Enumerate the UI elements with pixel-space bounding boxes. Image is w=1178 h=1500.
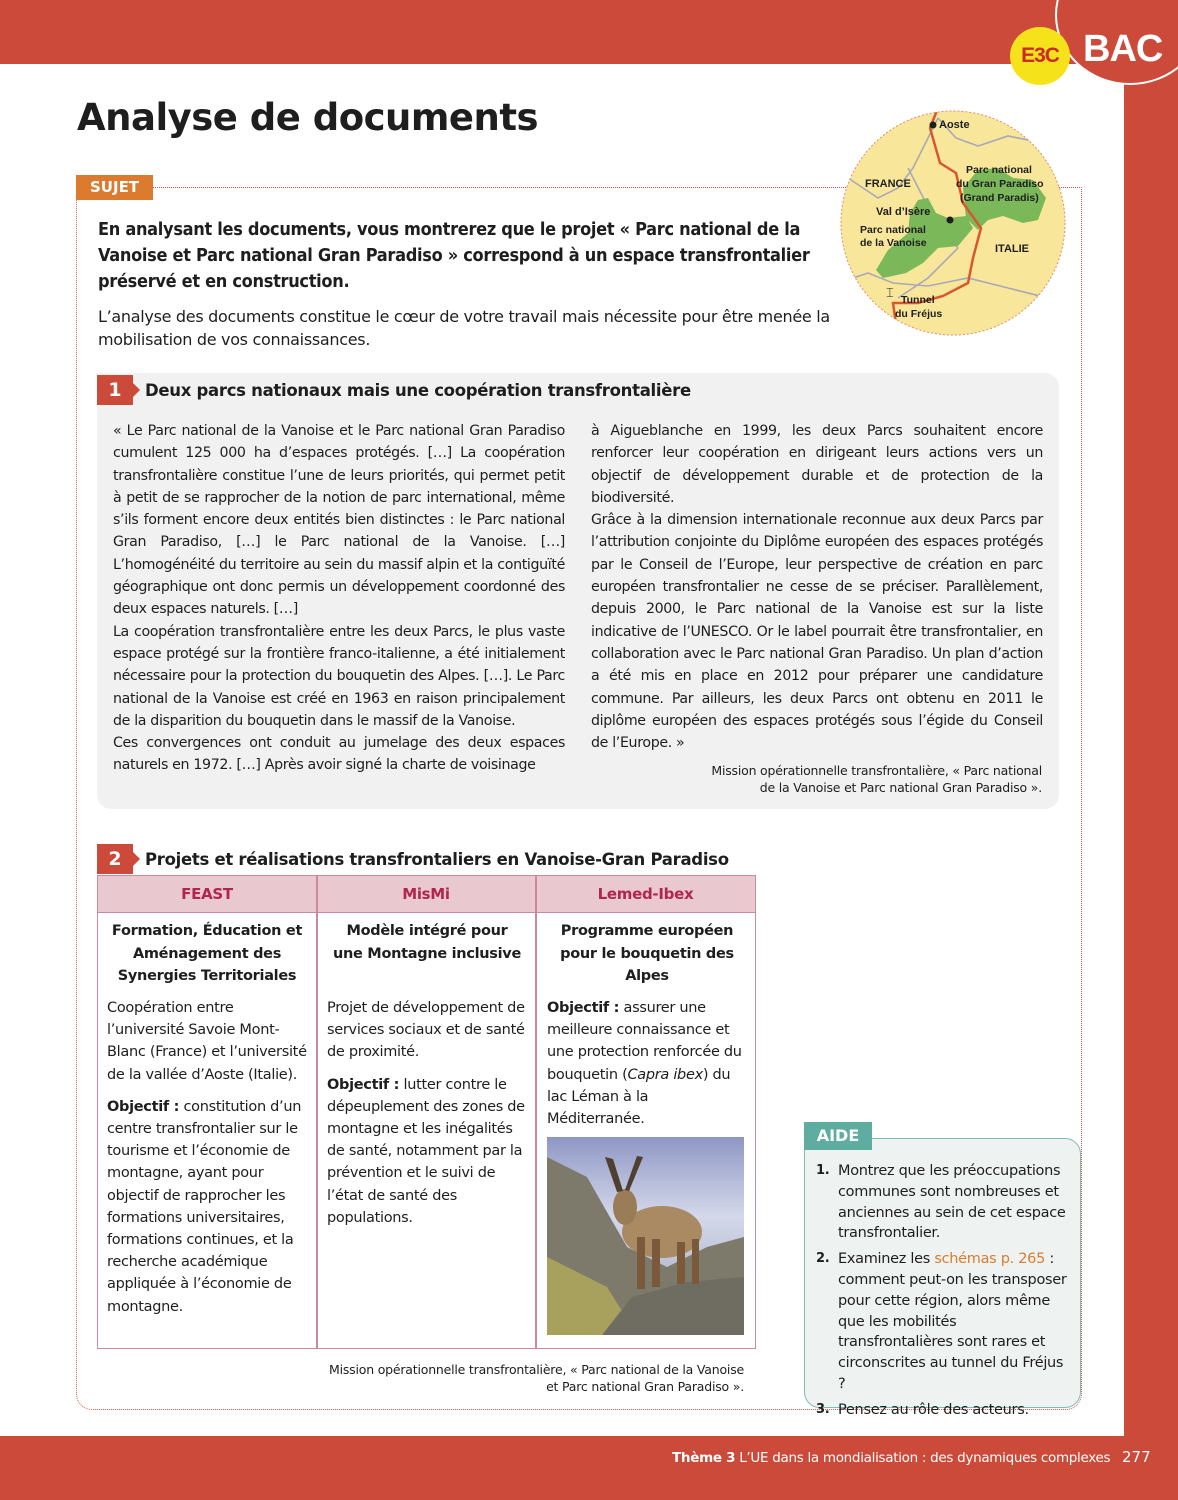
aide-item-number: 1. bbox=[816, 1163, 830, 1178]
map-label-tunnel-2: du Fréjus bbox=[895, 308, 943, 320]
document-2-source bbox=[280, 1361, 744, 1395]
document-1-paragraph: La coopération transfrontalière entre les deux Parcs, le plus vaste espace protégé sur la frontière franco-italienne, a été initialement nécessaire pour la protection du bouquetin des Alpes. […]. Le Parc national de la Vanoise est créé en 1963 en raison principalement de la disparition du bouquetin dans le massif de la Vanoise. bbox=[113, 623, 565, 729]
locator-map bbox=[838, 108, 1068, 338]
species-name: Capra ibex bbox=[627, 1066, 703, 1083]
mismi-objective bbox=[327, 1074, 527, 1229]
lemed-ibex-objective bbox=[547, 997, 747, 1130]
document-1-paragraph: Ces convergences ont conduit au jumelage des deux espaces naturels en 1972. […] Après avoir signé la charte de voisinage bbox=[113, 735, 565, 774]
lemed-ibex-subtitle: Programme européen pour le bouquetin des Alpes bbox=[560, 923, 734, 984]
objective-label: Objectif : bbox=[327, 1076, 400, 1093]
document-2-number: 2 bbox=[97, 844, 133, 874]
lemed-ibex-cell bbox=[547, 997, 747, 1140]
feast-objective bbox=[107, 1096, 312, 1318]
mismi-subtitle: Modèle intégré pour une Montagne inclusive bbox=[332, 923, 521, 962]
document-1-paragraph: à Aigueblanche en 1999, les deux Parcs souhaitent encore renforcer leur coopération en dirigeant leurs actions vers un objectif de développement durable et de protection de la biodiversité. bbox=[591, 423, 1043, 506]
map-label-aoste: Aoste bbox=[939, 119, 970, 131]
sujet-question: En analysant les documents, vous montrerez que le projet « Parc national de la Vanoise et Parc national Gran Paradiso » correspond à un espace transfrontalier préservé et en construction. bbox=[98, 219, 810, 292]
aide-item-number: 3. bbox=[816, 1401, 830, 1417]
document-1-paragraph: « Le Parc national de la Vanoise et le Parc national Gran Paradiso cumulent 125 000 ha d’espaces protégés. […] La coopération transfrontalière constitue l’une de leurs priorités, qui permet petit à petit de se rapprocher de la notion de parc international, même s’ils forment encore deux entités bien distinctes : le Parc national Gran Paradiso, […] le Parc national de la Vanoise. […] L’homogénéité du territoire au sein du massif alpin et la contiguïté géographique ont donc permis un développement coordonné des deux espaces naturels. […] bbox=[113, 423, 565, 618]
map-label-vanoise: Parc national bbox=[860, 224, 926, 236]
top-band bbox=[0, 0, 1178, 64]
objective-label: Objectif : bbox=[107, 1098, 180, 1115]
aide-item-text: Pensez au rôle des acteurs. bbox=[838, 1401, 1029, 1418]
footer-theme-label: Thème 3 bbox=[672, 1450, 736, 1466]
aide-item bbox=[816, 1249, 1074, 1395]
map-label-tunnel: Tunnel bbox=[901, 294, 935, 306]
column-header-lemed-ibex: Lemed-Ibex bbox=[597, 885, 694, 903]
document-2-title: Projets et réalisations transfrontaliers en Vanoise-Gran Paradiso bbox=[145, 850, 729, 869]
document-1-title: Deux parcs nationaux mais une coopération transfrontalière bbox=[145, 381, 691, 400]
column-header-mismi: MisMi bbox=[402, 885, 450, 903]
map-label-gran-paradiso-2: du Gran Paradiso bbox=[956, 178, 1044, 190]
map-label-italie: ITALIE bbox=[995, 243, 1030, 255]
map-label-gran-paradiso: Parc national bbox=[966, 164, 1032, 176]
document-1-column-1 bbox=[113, 420, 565, 777]
sujet-intro: L’analyse des documents constitue le cœur de votre travail mais nécessite pour être menée la mobilisation de vos connaissances. bbox=[98, 307, 830, 349]
objective-text: constitution d’un centre transfrontalier sur le tourisme et l’économie de montagne, ayant pour objectif de rapprocher les formations universitaires, formations continues, et la recherche académique appliquée à l’économie de montagne. bbox=[107, 1098, 302, 1315]
source-line: Mission opérationnelle transfrontalière, « Parc national de la Vanoise bbox=[329, 1362, 744, 1377]
source-line: Mission opérationnelle transfrontalière, « Parc national bbox=[711, 763, 1042, 778]
right-band bbox=[1124, 0, 1178, 1500]
aide-tag: AIDE bbox=[804, 1122, 872, 1150]
aide-item-text: Montrez que les préoccupations communes sont nombreuses et anciennes au sein de cet espace transfrontalier. bbox=[838, 1163, 1066, 1242]
feast-subtitle: Formation, Éducation et Aménagement des Synergies Territoriales bbox=[111, 923, 303, 984]
aoste-dot bbox=[930, 122, 937, 129]
document-1-column-2 bbox=[591, 420, 1043, 754]
aide-item bbox=[816, 1161, 1074, 1244]
val-isere-dot bbox=[947, 217, 954, 224]
map-label-vanoise-2: de la Vanoise bbox=[860, 237, 927, 249]
aide-list bbox=[816, 1161, 1074, 1426]
ibex-photo bbox=[547, 1137, 744, 1335]
map-label-france: FRANCE bbox=[865, 178, 911, 190]
bottom-band bbox=[0, 1436, 1178, 1500]
feast-cell bbox=[107, 997, 312, 1328]
mismi-description: Projet de développement de services sociaux et de santé de proximité. bbox=[327, 1000, 525, 1061]
document-1-number: 1 bbox=[97, 375, 133, 405]
column-header-feast: FEAST bbox=[181, 885, 233, 903]
document-1-paragraph: Grâce à la dimension internationale reconnue aux deux Parcs par l’attribution conjointe du Diplôme européen des espaces protégés par le Conseil de l’Europe, leur perspective de création en parc européen transfrontalier ne cesse de se préciser. Parallèlement, depuis 2000, le Parc national de la Vanoise est sur la liste indicative de l’UNESCO. Or le label pourrait être transfrontalier, en collaboration avec le Parc national Gran Paradiso. Un plan d’action a été mis en place en 2012 pour préparer une candidature commune. Par ailleurs, les deux Parcs ont obtenu en 2011 le diplôme européen des espaces protégés sous l’égide du Conseil de l’Europe. » bbox=[591, 512, 1043, 752]
objective-text: assurer une meilleure connaissance et une protection renforcée du bouquetin ( bbox=[547, 1000, 742, 1083]
aide-item-text: Examinez les bbox=[838, 1251, 935, 1268]
tunnel-icon: ⌶ bbox=[886, 286, 894, 301]
map-label-val-isere: Val d’Isère bbox=[876, 206, 931, 218]
objective-text: lutter contre le dépeuplement des zones de montagne et les inégalités de santé, notamment par la prévention et le suivi de l’état de santé des populations. bbox=[327, 1076, 525, 1226]
projects-table bbox=[97, 875, 756, 1349]
document-1-source bbox=[600, 762, 1042, 796]
footer-theme bbox=[672, 1450, 1110, 1466]
page-number: 277 bbox=[1122, 1448, 1151, 1466]
column-divider bbox=[316, 876, 318, 1348]
sujet-tag: SUJET bbox=[76, 175, 153, 200]
e3c-badge: E3C bbox=[1010, 27, 1070, 85]
bac-badge: BAC bbox=[1083, 28, 1163, 70]
feast-description: Coopération entre l’université Savoie Mont-Blanc (France) et l’université de la vallée d’Aoste (Italie). bbox=[107, 1000, 307, 1083]
aide-item-text: : comment peut-on les transposer pour cette région, alors même que les mobilités transfrontalières sont rares et circonscrites au tunnel du Fréjus ? bbox=[838, 1251, 1067, 1392]
schemas-page-link[interactable]: schémas p. 265 bbox=[934, 1251, 1046, 1268]
mismi-cell bbox=[327, 997, 527, 1239]
aide-item-number: 2. bbox=[816, 1251, 830, 1267]
source-line: de la Vanoise et Parc national Gran Paradiso ». bbox=[759, 780, 1042, 795]
objective-text: ) du lac Léman à la Méditerranée. bbox=[547, 1066, 731, 1128]
page-title: Analyse de documents bbox=[77, 96, 539, 139]
map-label-gran-paradiso-3: (Grand Paradis) bbox=[960, 192, 1039, 204]
source-line: et Parc national Gran Paradiso ». bbox=[546, 1379, 744, 1394]
footer-theme-title: L’UE dans la mondialisation : des dynamiques complexes bbox=[739, 1450, 1111, 1466]
aide-item bbox=[816, 1400, 1074, 1421]
objective-label: Objectif : bbox=[547, 1000, 620, 1016]
column-divider bbox=[535, 876, 537, 1348]
